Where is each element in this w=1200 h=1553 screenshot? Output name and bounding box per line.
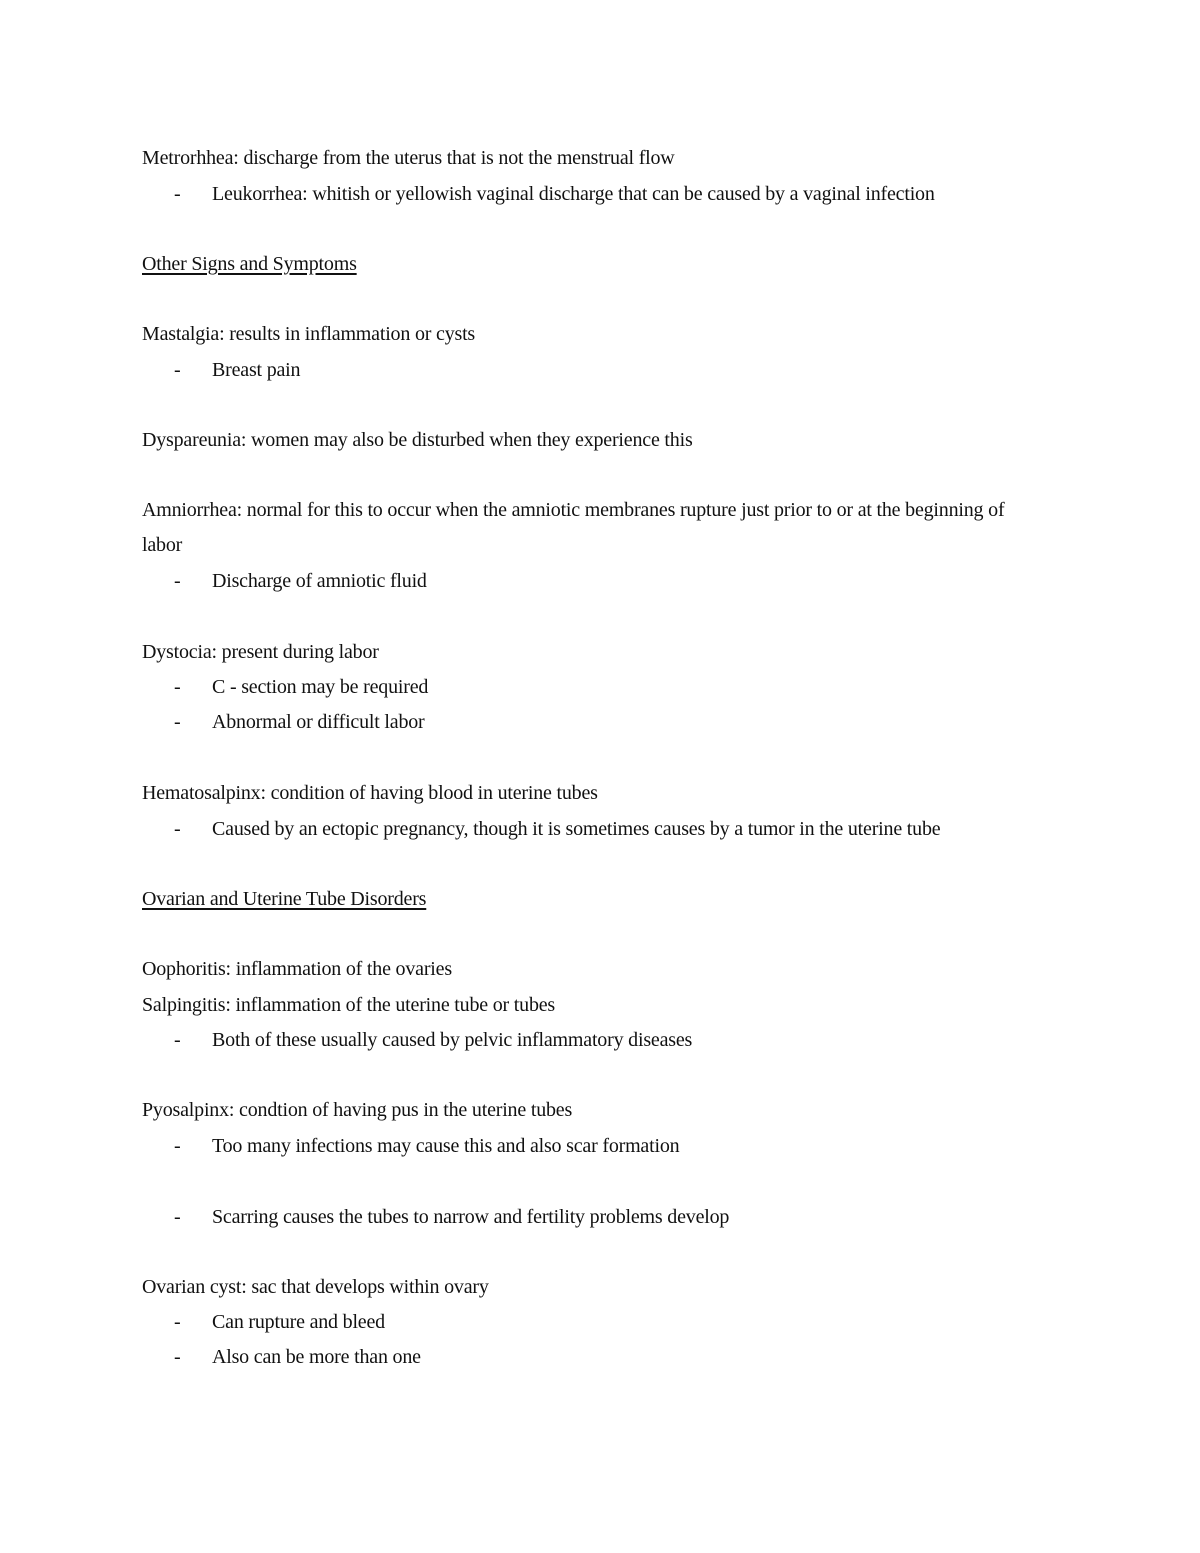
term-dyspareunia: Dyspareunia: women may also be disturbed when they experience this xyxy=(142,429,693,451)
bullet-dash: - xyxy=(174,359,181,381)
bullet-more-than-one: Also can be more than one xyxy=(212,1346,421,1368)
term-salpingitis: Salpingitis: inflammation of the uterine tube or tubes xyxy=(142,994,556,1016)
bullet-dash: - xyxy=(174,711,181,733)
bullet-dash: - xyxy=(174,1135,181,1157)
bullet-dash: - xyxy=(174,1206,181,1228)
bullet-scarring: Scarring causes the tubes to narrow and fertility problems develop xyxy=(212,1206,730,1228)
term-dystocia: Dystocia: present during labor xyxy=(142,641,379,663)
term-ovarian-cyst: Ovarian cyst: sac that develops within ovary xyxy=(142,1276,489,1298)
bullet-dash: - xyxy=(174,570,181,592)
term-amniorrhea: Amniorrhea: normal for this to occur when the amniotic membranes rupture just prior to or at the beginning of labor xyxy=(142,499,1005,556)
bullet-dash: - xyxy=(174,1311,181,1333)
term-oophoritis: Oophoritis: inflammation of the ovaries xyxy=(142,958,452,980)
term-metrorrhea: Metrorhhea: discharge from the uterus that is not the menstrual flow xyxy=(142,147,675,169)
bullet-difficult-labor: Abnormal or difficult labor xyxy=(212,711,425,733)
bullet-pelvic-inflammatory: Both of these usually caused by pelvic inflammatory diseases xyxy=(212,1029,693,1051)
term-pyosalpinx: Pyosalpinx: condtion of having pus in the uterine tubes xyxy=(142,1099,573,1121)
section-heading-other-signs: Other Signs and Symptoms xyxy=(142,253,357,275)
bullet-ectopic-pregnancy: Caused by an ectopic pregnancy, though it is sometimes causes by a tumor in the uterine tube xyxy=(212,818,941,840)
bullet-amniotic-fluid: Discharge of amniotic fluid xyxy=(212,570,427,592)
bullet-leukorrhea: Leukorrhea: whitish or yellowish vaginal discharge that can be caused by a vaginal infection xyxy=(212,183,935,205)
term-hematosalpinx: Hematosalpinx: condition of having blood in uterine tubes xyxy=(142,782,598,804)
term-mastalgia: Mastalgia: results in inflammation or cysts xyxy=(142,323,476,345)
bullet-rupture: Can rupture and bleed xyxy=(212,1311,385,1333)
bullet-dash: - xyxy=(174,818,181,840)
bullet-breast-pain: Breast pain xyxy=(212,359,301,381)
bullet-dash: - xyxy=(174,676,181,698)
bullet-c-section: C - section may be required xyxy=(212,676,429,698)
bullet-dash: - xyxy=(174,1346,181,1368)
bullet-dash: - xyxy=(174,1029,181,1051)
bullet-dash: - xyxy=(174,183,181,205)
section-heading-ovarian-uterine: Ovarian and Uterine Tube Disorders xyxy=(142,888,427,910)
bullet-infections: Too many infections may cause this and also scar formation xyxy=(212,1135,680,1157)
